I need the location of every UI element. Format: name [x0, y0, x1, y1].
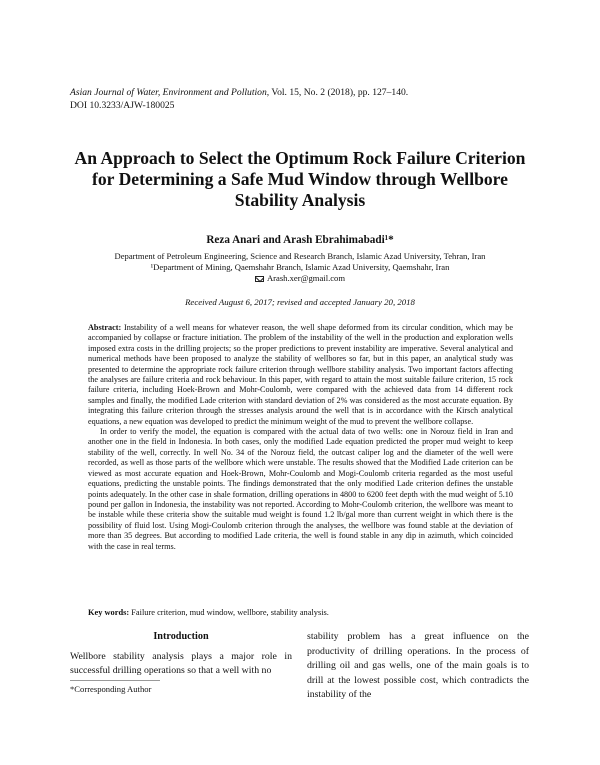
footnote: *Corresponding Author — [70, 684, 152, 694]
introduction-text-right: stability problem has a great influence on the productivity of drilling operations. In the process of drilling oil and gas wells, one of the main goals is to drill at the lowest possible cost, which contradicts the instability of the — [307, 631, 529, 700]
abstract-paragraph-2: In order to verify the model, the equation is compared with the actual data of two wells: one in Norouz field in Iran and another one in the field in Indonesia. In both cases, only the modified Lade equation predicted the proper mud weight to keep stability of the well, correctly. In well No. 34 of the Norouz field, the outcast caliper log and the diameter of the well were recorded, as well as those parts of the wellbore which were unstable. The results showed that the Modified Lade criterion can be viewed as most accurate equation and Hoek-Brown, Mohr-Coulomb and Mogi-Coulomb criteria regarded as the most useful equations, predicting the unstable points. The findings demonstrated that the only modified Lade criterion defines the unstable points adequately. In the other case in shale formation, drilling operations in 4800 to 6200 feet depth with the mud weight of 5.10 pound per gallon in Indonesia, the instability was not reported. According to Mohr-Coulomb criterion, the wellbore was meant to be instable while these criteria show the suitable mud weight is found 1.2 lb/gal more than current weight in which there is the possibility of fluid lost. Using Mogi-Coulomb criterion through the analyses, the wellbore was found stable at the deviation of more than 35 degrees. But according to modified Lade criteria, the well is found stable in any dip in azimuth, which coincided with the case in real terms. — [88, 427, 513, 551]
abstract — [88, 323, 513, 552]
paper-title: An Approach to Select the Optimum Rock Failure Criterion for Determining a Safe Mud Window through Wellbore Stability Analysis — [74, 148, 526, 210]
keywords-text: Failure criterion, mud window, wellbore, stability analysis. — [129, 608, 329, 617]
authors: Reza Anari and Arash Ebrahimabadi¹* — [206, 234, 394, 246]
journal-name: Asian Journal of Water, Environment and Pollution, — [70, 87, 270, 98]
abstract-paragraph-1 — [88, 323, 513, 427]
email-line — [70, 273, 530, 284]
right-column — [307, 630, 529, 703]
abstract-label: Abstract: — [88, 323, 122, 332]
introduction-text-left: Wellbore stability analysis plays a major role in successful drilling operations so that a well with no — [70, 650, 292, 676]
footnote-divider — [70, 680, 160, 681]
abstract-text-1: Instability of a well means for whatever reason, the well shape deformed from its circular condition, which may be accompanied by collapse or fracture initiation. The problem of the instability of the well in the production and exploration wells imposed extra costs in the drilling projects; so the proper predictions to prevent instability are imperative. Several analytical and numerical methods have been proposed to analyze the stability of wellbores so far, but in this paper, an analytical study was presented to determine the appropriate rock failure criterion through wellbore stability analysis. Two important factors affecting the analyses are failure criteria and rock behaviour. In this paper, with regard to attain the most suitable failure criterion, 15 rock failure criteria, including Hoek-Brown and Mohr-Coulomb, were compared with the achieved data from 14 different rock samples and finally, the modified Lade criterion with standard deviation of 2% was considered as the most accurate equation. By integrating this failure criterion through the stresses analysis around the well that is in accordance with the Kirsch analytical equations, a new equation was developed to predict the minimum weight of the mud to prevent the wellbore collapse. — [88, 323, 513, 426]
journal-citation — [70, 86, 540, 99]
affiliation-2: ¹Department of Mining, Qaemshahr Branch, Islamic Azad University, Qaemshahr, Iran — [150, 262, 450, 272]
volume-pages: Vol. 15, No. 2 (2018), pp. 127–140. — [269, 87, 409, 98]
left-column — [70, 630, 292, 679]
received-dates: Received August 6, 2017; revised and accepted January 20, 2018 — [185, 297, 415, 307]
affiliation-1: Department of Petroleum Engineering, Science and Research Branch, Islamic Azad University, Tehran, Iran — [114, 251, 486, 261]
introduction-heading: Introduction — [153, 631, 209, 642]
envelope-icon — [255, 276, 264, 282]
doi: DOI 10.3233/AJW-180025 — [70, 100, 175, 111]
keywords-label: Key words: — [88, 608, 130, 617]
keywords — [88, 608, 513, 617]
journal-header — [70, 86, 540, 112]
email-address[interactable]: Arash.xer@gmail.com — [266, 273, 346, 283]
